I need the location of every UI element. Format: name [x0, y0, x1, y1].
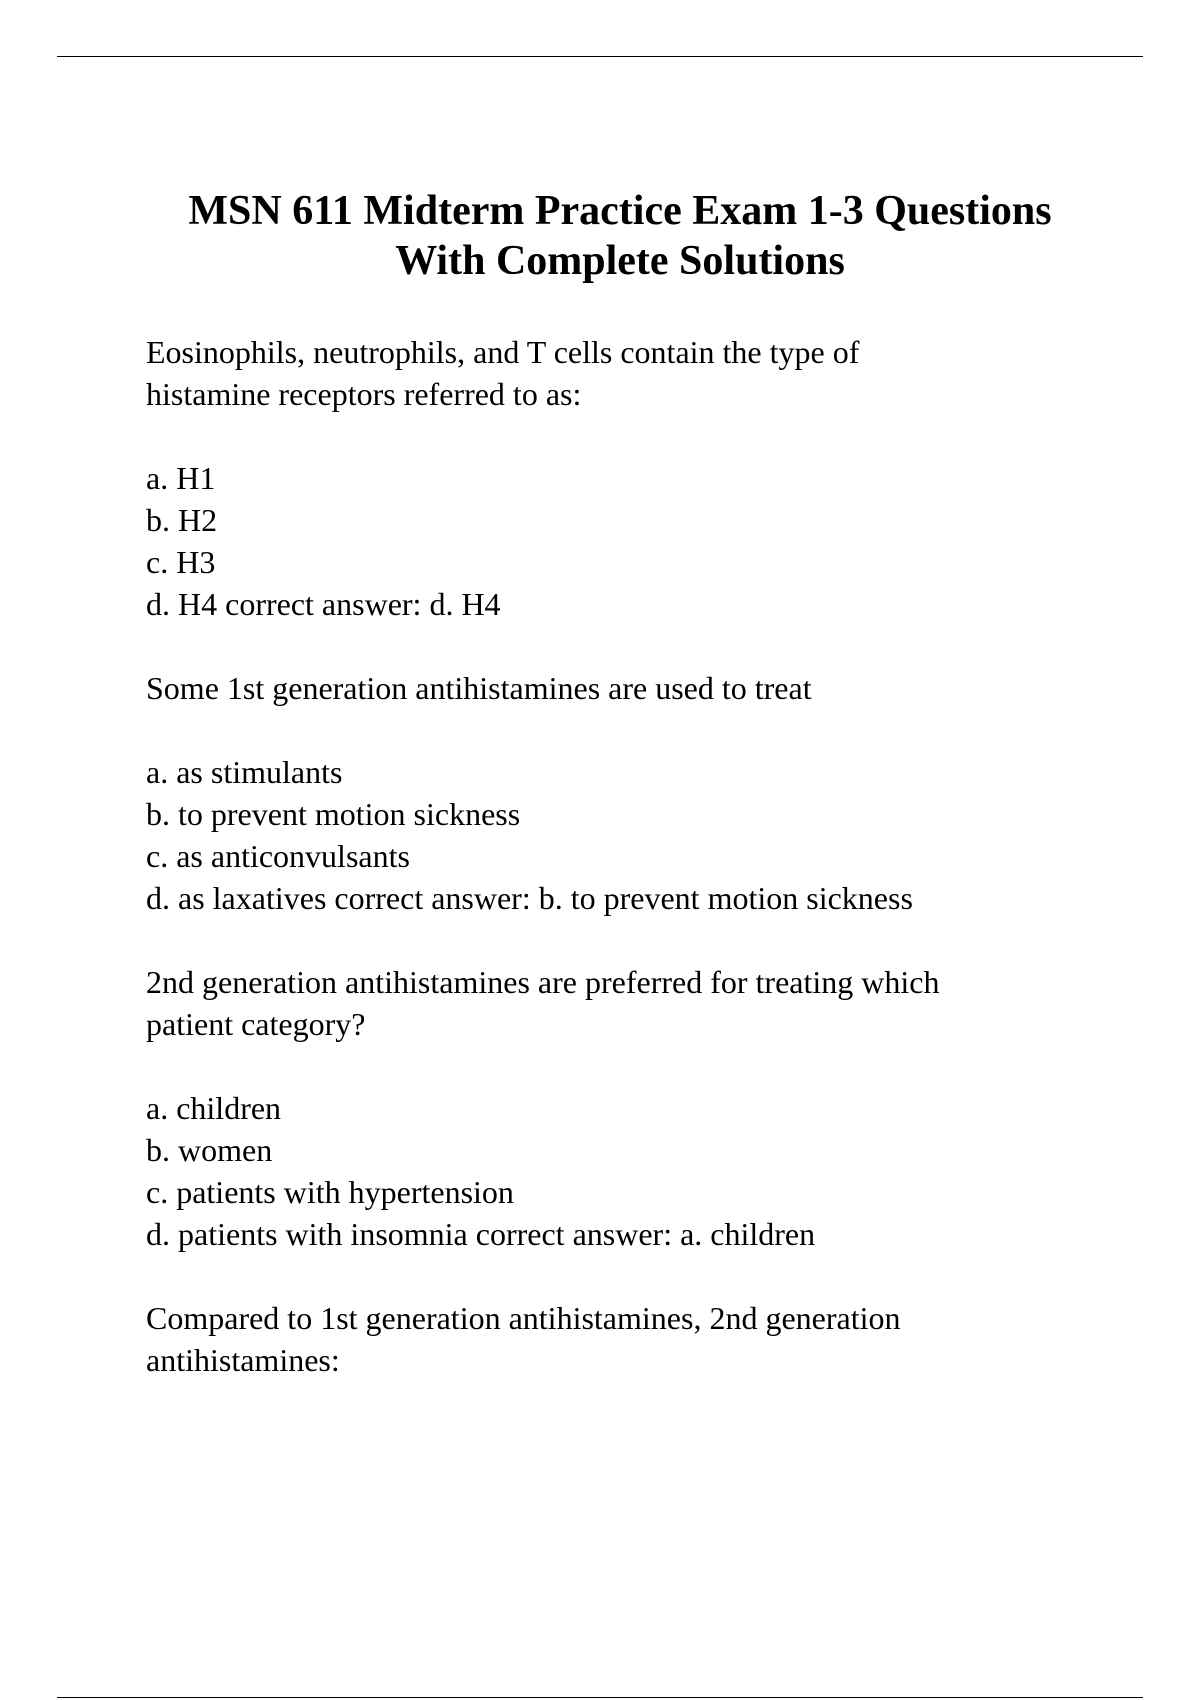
question-stem: antihistamines:	[146, 1342, 340, 1378]
option-a: a. as stimulants	[146, 754, 343, 790]
question-stem: histamine receptors referred to as:	[146, 376, 582, 412]
option-d-text: d. patients with insomnia	[146, 1216, 468, 1252]
option-a: a. children	[146, 1090, 282, 1126]
option-d	[146, 1213, 1126, 1255]
answer-options	[146, 751, 1126, 919]
question-stem: 2nd generation antihistamines are preferred for treating which	[146, 964, 940, 1000]
question-1	[146, 331, 1126, 625]
option-d-text: d. as laxatives	[146, 880, 327, 916]
option-c: c. H3	[146, 544, 216, 580]
correct-answer: correct answer: b. to prevent motion sickness	[326, 880, 913, 916]
question-4	[146, 1297, 1126, 1381]
questions-body	[146, 331, 1126, 1423]
option-b: b. women	[146, 1132, 273, 1168]
document-title	[60, 186, 1180, 286]
option-c: c. as anticonvulsants	[146, 838, 410, 874]
question-stem: Some 1st generation antihistamines are used to treat	[146, 670, 812, 706]
question-3	[146, 961, 1126, 1255]
question-stem: Compared to 1st generation antihistamines, 2nd generation	[146, 1300, 901, 1336]
option-c: c. patients with hypertension	[146, 1174, 514, 1210]
answer-options	[146, 1087, 1126, 1255]
correct-answer: correct answer: d. H4	[217, 586, 501, 622]
option-b: b. H2	[146, 502, 218, 538]
option-d	[146, 877, 1126, 919]
top-divider	[57, 56, 1143, 57]
bottom-divider	[57, 1697, 1143, 1698]
option-d-text: d. H4	[146, 586, 218, 622]
title-line-2: With Complete Solutions	[395, 238, 845, 284]
correct-answer: correct answer: a. children	[467, 1216, 816, 1252]
title-line-1: MSN 611 Midterm Practice Exam 1-3 Questions	[188, 188, 1052, 234]
question-2	[146, 667, 1126, 919]
option-a: a. H1	[146, 460, 216, 496]
option-d	[146, 583, 1126, 625]
question-stem: patient category?	[146, 1006, 366, 1042]
question-stem: Eosinophils, neutrophils, and T cells contain the type of	[146, 334, 860, 370]
answer-options	[146, 457, 1126, 625]
option-b: b. to prevent motion sickness	[146, 796, 521, 832]
